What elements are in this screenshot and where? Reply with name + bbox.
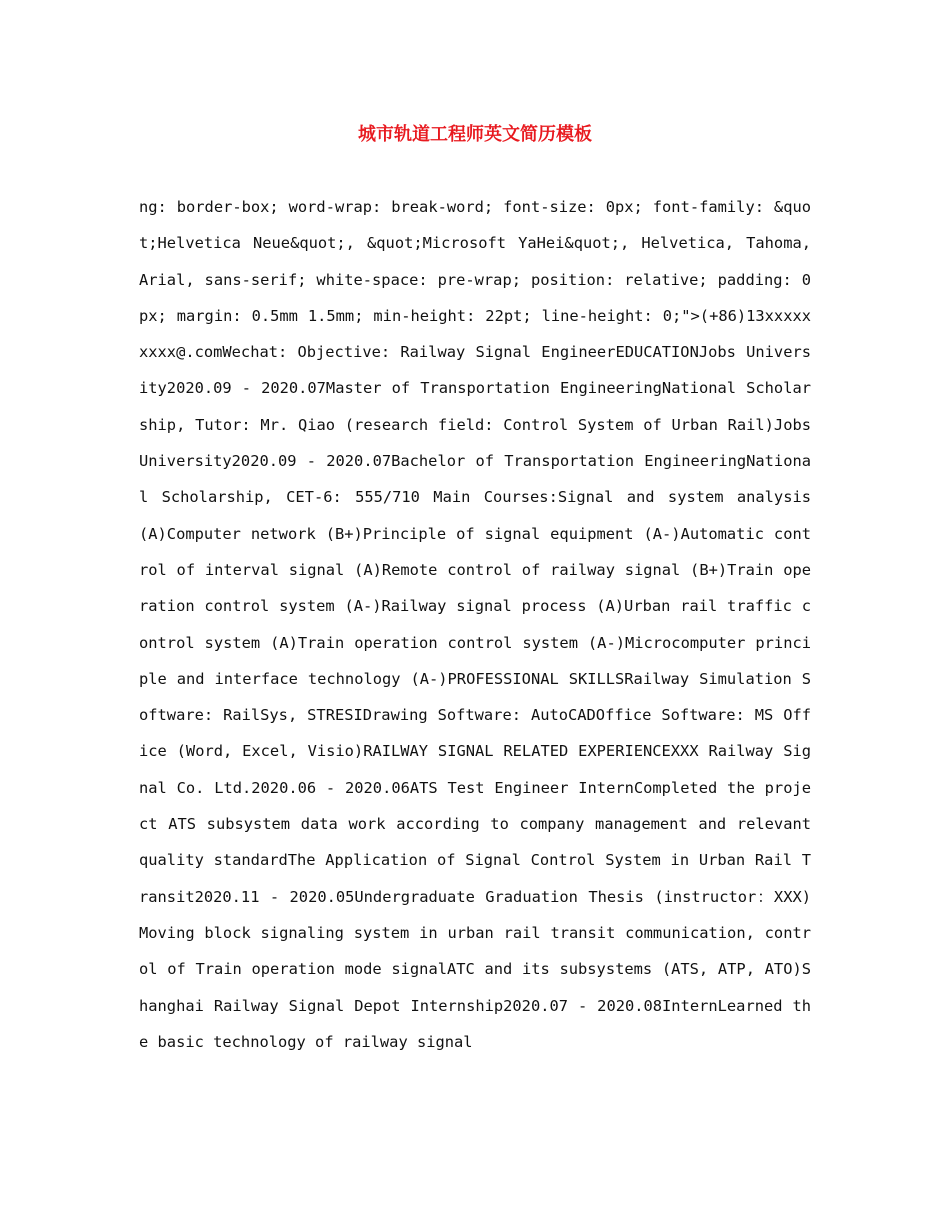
document-title: 城市轨道工程师英文简历模板 <box>358 124 592 145</box>
document-body-text: ng: border-box; word-wrap: break-word; font-size: 0px; font-family: &quot;Helvetica Neue&quot;, &quot;Microsoft YaHei&quot;, Helvetica, Tahoma, Arial, sans-serif; white-space: pre-wrap; position: relative; padding: 0px; margin: 0.5mm 1.5mm; min-height: 22pt; line-height: 0;">(+86)13xxxxxxxxx@.comWechat: Objective: Railway Signal EngineerEDUCATIONJobs University2020.09 - 2020.07Master of Transportation EngineeringNational Scholarship, Tutor: Mr. Qiao (research field: Control System of Urban Rail)Jobs University2020.09 - 2020.07Bachelor of Transportation EngineeringNational Scholarship, CET-6: 555/710 Main Courses:Signal and system analysis (A)Computer network (B+)Principle of signal equipment (A-)Automatic control of interval signal (A)Remote control of railway signal (B+)Train operation control system (A-)Railway signal process (A)Urban rail traffic control system (A)Train operation control system (A-)Microcomputer principle and interface technology (A-)PROFESSIONAL SKILLSRailway Simulation Software: RailSys, STRESIDrawing Software: AutoCADOffice Software: MS Office (Word, Excel, Visio)RAILWAY SIGNAL RELATED EXPERIENCEXXX Railway Signal Co. Ltd.2020.06 - 2020.06ATS Test Engineer InternCompleted the project ATS subsystem data work according to company management and relevant quality standardThe Application of Signal Control System in Urban Rail Transit2020.11 - 2020.05Undergraduate Graduation Thesis (instructor：XXX)Moving block signaling system in urban rail transit communication, control of Train operation mode signalATC and its subsystems (ATS, ATP, ATO)Shanghai Railway Signal Depot Internship2020.07 - 2020.08InternLearned the basic technology of railway signal <box>139 198 811 1051</box>
